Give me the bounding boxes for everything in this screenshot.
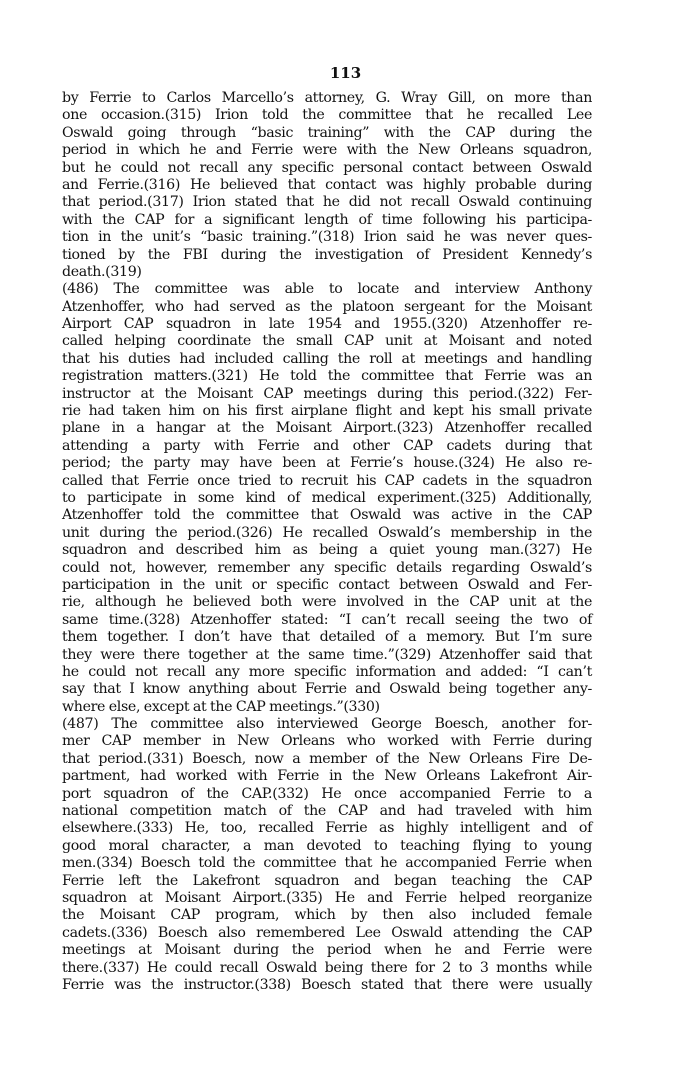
text-line: Oswald going through “basic training” with the CAP during the bbox=[62, 124, 592, 141]
text-line: to participate in some kind of medical experiment.(325) Additionally, bbox=[62, 489, 592, 506]
text-line: registration matters.(321) He told the committee that Ferrie was an bbox=[62, 368, 592, 385]
text-line: one occasion.(315) Irion told the committee that he recalled Lee bbox=[62, 107, 592, 124]
text-line: could not, however, remember any specific details regarding Oswald’s bbox=[62, 559, 592, 576]
text-line: tioned by the FBI during the investigation of President Kennedy’s bbox=[62, 246, 592, 263]
text-line: unit during the period.(326) He recalled Oswald’s membership in the bbox=[62, 524, 592, 541]
text-line: and Ferrie.(316) He believed that contact was highly probable during bbox=[62, 176, 592, 193]
text-line: national competition match of the CAP and had traveled with him bbox=[62, 803, 592, 820]
text-line: by Ferrie to Carlos Marcello’s attorney, G. Wray Gill, on more than bbox=[62, 90, 592, 106]
text-line: same time.(328) Atzenhoffer stated: “I can’t recall seeing the two of bbox=[62, 611, 592, 628]
text-line: period; the party may have been at Ferrie’s house.(324) He also re- bbox=[62, 455, 592, 472]
text-line: that period.(317) Irion stated that he did not recall Oswald continuing bbox=[62, 194, 592, 211]
text-line: (486) The committee was able to locate and interview Anthony bbox=[62, 281, 592, 298]
text-line: but he could not recall any specific personal contact between Oswald bbox=[62, 159, 592, 176]
text-line: called helping coordinate the small CAP unit at Moisant and noted bbox=[62, 333, 592, 350]
text-line: rie had taken him on his first airplane flight and kept his small private bbox=[62, 403, 592, 420]
text-line: period in which he and Ferrie were with the New Orleans squadron, bbox=[62, 142, 592, 159]
text-line: where else, except at the CAP meetings.”(330) bbox=[62, 698, 380, 715]
text-line: that his duties had included calling the roll at meetings and handling bbox=[62, 350, 592, 367]
text-line: squadron at Moisant Airport.(335) He and Ferrie helped reorganize bbox=[62, 889, 592, 906]
text-line: Ferrie was the instructor.(338) Boesch stated that there were usually bbox=[62, 976, 592, 993]
text-line: called that Ferrie once tried to recruit his CAP cadets in the squadron bbox=[62, 472, 592, 489]
text-line: men.(334) Boesch told the committee that he accompanied Ferrie when bbox=[62, 855, 592, 872]
text-line: elsewhere.(333) He, too, recalled Ferrie as highly intelligent and of bbox=[62, 820, 592, 837]
text-line: they were there together at the same time.”(329) Atzenhoffer said that bbox=[62, 646, 592, 663]
page-number: 113 bbox=[329, 64, 362, 82]
text-line: rie, although he believed both were involved in the CAP unit at the bbox=[62, 594, 592, 611]
text-line: the Moisant CAP program, which by then also included female bbox=[62, 907, 592, 924]
text-line: tion in the unit’s “basic training.”(318) Irion said he was never ques- bbox=[62, 229, 592, 246]
text-line: participation in the unit or specific contact between Oswald and Fer- bbox=[62, 576, 592, 593]
text-line: with the CAP for a significant length of time following his participa- bbox=[62, 211, 592, 228]
text-line: plane in a hangar at the Moisant Airport.(323) Atzenhoffer recalled bbox=[62, 420, 592, 437]
text-line: he could not recall any more specific information and added: “I can’t bbox=[62, 663, 592, 680]
text-line: Atzenhoffer told the committee that Oswald was active in the CAP bbox=[62, 507, 592, 524]
text-line: there.(337) He could recall Oswald being there for 2 to 3 months while bbox=[62, 959, 592, 976]
text-line: good moral character, a man devoted to teaching flying to young bbox=[62, 837, 592, 854]
text-line: Airport CAP squadron in late 1954 and 1955.(320) Atzenhoffer re- bbox=[62, 316, 592, 333]
body-text bbox=[62, 90, 592, 994]
text-line: squadron and described him as being a quiet young man.(327) He bbox=[62, 542, 592, 559]
text-line: say that I know anything about Ferrie and Oswald being together any- bbox=[62, 681, 592, 698]
text-line: death.(319) bbox=[62, 263, 142, 280]
text-line: mer CAP member in New Orleans who worked with Ferrie during bbox=[62, 733, 592, 750]
text-line: them together. I don’t have that detailed of a memory. But I’m sure bbox=[62, 629, 592, 646]
text-line: meetings at Moisant during the period when he and Ferrie were bbox=[62, 942, 592, 959]
text-line: that period.(331) Boesch, now a member of the New Orleans Fire De- bbox=[62, 750, 592, 767]
text-line: cadets.(336) Boesch also remembered Lee Oswald attending the CAP bbox=[62, 924, 592, 941]
text-line: instructor at the Moisant CAP meetings during this period.(322) Fer- bbox=[62, 385, 592, 402]
text-line: Atzenhoffer, who had served as the platoon sergeant for the Moisant bbox=[62, 298, 592, 315]
text-line: Ferrie left the Lakefront squadron and began teaching the CAP bbox=[62, 872, 592, 889]
text-line: port squadron of the CAP.(332) He once accompanied Ferrie to a bbox=[62, 785, 592, 802]
text-line: attending a party with Ferrie and other CAP cadets during that bbox=[62, 437, 592, 454]
text-line: partment, had worked with Ferrie in the New Orleans Lakefront Air- bbox=[62, 768, 592, 785]
text-line: (487) The committee also interviewed George Boesch, another for- bbox=[62, 716, 592, 733]
